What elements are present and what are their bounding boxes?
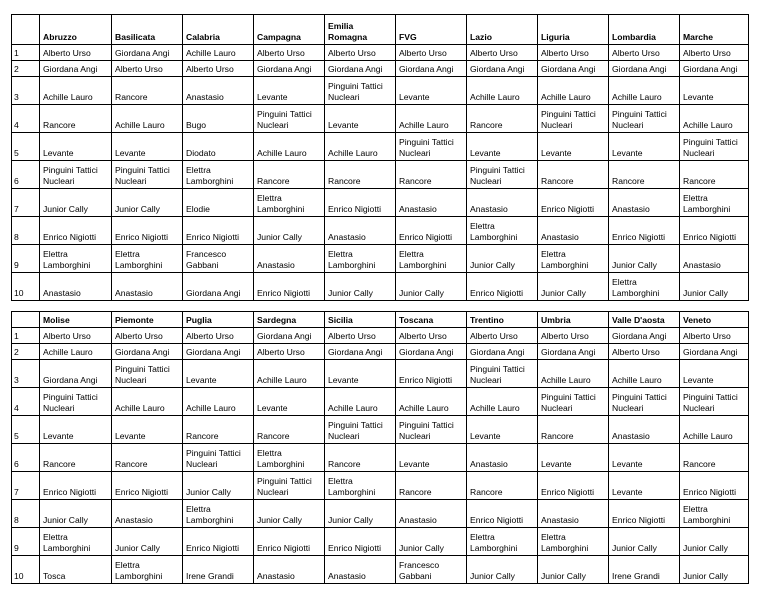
artist-cell: Pinguini Tattici Nucleari — [680, 133, 749, 161]
header-rank — [12, 15, 40, 45]
artist-cell: Levante — [40, 133, 112, 161]
artist-cell: Junior Cally — [40, 500, 112, 528]
rank-cell: 10 — [12, 556, 40, 584]
table-row — [12, 161, 749, 189]
artist-cell: Elettra Lamborghini — [254, 189, 325, 217]
artist-cell: Rancore — [396, 472, 467, 500]
header-abruzzo: Abruzzo — [40, 15, 112, 45]
artist-cell: Alberto Urso — [40, 328, 112, 344]
header-emilia-romagna: Emilia Romagna — [325, 15, 396, 45]
table-row — [12, 245, 749, 273]
artist-cell: Levante — [680, 77, 749, 105]
artist-cell: Rancore — [467, 472, 538, 500]
table-row — [12, 344, 749, 360]
artist-cell: Anastasio — [325, 556, 396, 584]
artist-cell: Junior Cally — [680, 273, 749, 301]
rank-cell: 3 — [12, 360, 40, 388]
artist-cell: Junior Cally — [396, 273, 467, 301]
artist-cell: Levante — [538, 133, 609, 161]
artist-cell: Elettra Lamborghini — [183, 500, 254, 528]
artist-cell: Rancore — [112, 77, 183, 105]
artist-cell: Francesco Gabbani — [396, 556, 467, 584]
table-row — [12, 45, 749, 61]
table-row — [12, 556, 749, 584]
artist-cell: Levante — [396, 77, 467, 105]
artist-cell: Junior Cally — [112, 528, 183, 556]
artist-cell: Pinguini Tattici Nucleari — [183, 444, 254, 472]
artist-cell: Alberto Urso — [538, 328, 609, 344]
artist-cell: Junior Cally — [609, 245, 680, 273]
header-lazio: Lazio — [467, 15, 538, 45]
artist-cell: Anastasio — [467, 189, 538, 217]
artist-cell: Giordana Angi — [467, 61, 538, 77]
artist-cell: Achille Lauro — [609, 360, 680, 388]
artist-cell: Levante — [680, 360, 749, 388]
artist-cell: Alberto Urso — [396, 328, 467, 344]
artist-cell: Anastasio — [396, 500, 467, 528]
artist-cell: Levante — [40, 416, 112, 444]
artist-cell: Giordana Angi — [680, 344, 749, 360]
artist-cell: Elettra Lamborghini — [467, 217, 538, 245]
rank-cell: 3 — [12, 77, 40, 105]
artist-cell: Pinguini Tattici Nucleari — [254, 105, 325, 133]
artist-cell: Rancore — [40, 444, 112, 472]
table-row — [12, 360, 749, 388]
artist-cell: Achille Lauro — [467, 388, 538, 416]
artist-cell: Rancore — [538, 416, 609, 444]
artist-cell: Junior Cally — [183, 472, 254, 500]
artist-cell: Anastasio — [254, 245, 325, 273]
artist-cell: Pinguini Tattici Nucleari — [396, 133, 467, 161]
header-campagna: Campagna — [254, 15, 325, 45]
artist-cell: Enrico Nigiotti — [325, 189, 396, 217]
artist-cell: Alberto Urso — [112, 61, 183, 77]
artist-cell: Anastasio — [396, 189, 467, 217]
artist-cell: Alberto Urso — [680, 45, 749, 61]
artist-cell: Junior Cally — [325, 500, 396, 528]
artist-cell: Giordana Angi — [40, 360, 112, 388]
rank-cell: 5 — [12, 416, 40, 444]
rank-cell: 9 — [12, 528, 40, 556]
artist-cell: Achille Lauro — [183, 388, 254, 416]
artist-cell: Achille Lauro — [325, 388, 396, 416]
artist-cell: Levante — [396, 444, 467, 472]
rank-cell: 1 — [12, 45, 40, 61]
artist-cell: Rancore — [112, 444, 183, 472]
artist-cell: Alberto Urso — [183, 328, 254, 344]
rank-cell: 2 — [12, 344, 40, 360]
rank-cell: 9 — [12, 245, 40, 273]
artist-cell: Elettra Lamborghini — [538, 528, 609, 556]
rank-cell: 7 — [12, 189, 40, 217]
artist-cell: Giordana Angi — [538, 344, 609, 360]
artist-cell: Enrico Nigiotti — [680, 472, 749, 500]
artist-cell: Junior Cally — [538, 556, 609, 584]
artist-cell: Giordana Angi — [183, 344, 254, 360]
artist-cell: Rancore — [609, 161, 680, 189]
artist-cell: Pinguini Tattici Nucleari — [325, 416, 396, 444]
artist-cell: Alberto Urso — [609, 45, 680, 61]
artist-cell: Enrico Nigiotti — [254, 273, 325, 301]
artist-cell: Giordana Angi — [112, 45, 183, 61]
artist-cell: Enrico Nigiotti — [538, 189, 609, 217]
artist-cell: Achille Lauro — [40, 77, 112, 105]
artist-cell: Irene Grandi — [609, 556, 680, 584]
artist-cell: Pinguini Tattici Nucleari — [112, 360, 183, 388]
artist-cell: Giordana Angi — [467, 344, 538, 360]
table-row — [12, 328, 749, 344]
artist-cell: Elodie — [183, 189, 254, 217]
artist-cell: Alberto Urso — [325, 45, 396, 61]
ranking-table-bottom — [11, 311, 749, 584]
rank-cell: 8 — [12, 217, 40, 245]
artist-cell: Giordana Angi — [609, 328, 680, 344]
artist-cell: Enrico Nigiotti — [609, 500, 680, 528]
artist-cell: Alberto Urso — [40, 45, 112, 61]
artist-cell: Enrico Nigiotti — [396, 217, 467, 245]
rank-cell: 2 — [12, 61, 40, 77]
artist-cell: Elettra Lamborghini — [680, 189, 749, 217]
artist-cell: Alberto Urso — [396, 45, 467, 61]
table-row — [12, 500, 749, 528]
artist-cell: Achille Lauro — [467, 77, 538, 105]
header-piemonte: Piemonte — [112, 312, 183, 328]
artist-cell: Enrico Nigiotti — [325, 528, 396, 556]
artist-cell: Achille Lauro — [680, 416, 749, 444]
header-umbria: Umbria — [538, 312, 609, 328]
rank-cell: 6 — [12, 161, 40, 189]
artist-cell: Giordana Angi — [325, 344, 396, 360]
artist-cell: Levante — [609, 133, 680, 161]
artist-cell: Rancore — [40, 105, 112, 133]
artist-cell: Junior Cally — [538, 273, 609, 301]
artist-cell: Elettra Lamborghini — [40, 245, 112, 273]
artist-cell: Anastasio — [467, 444, 538, 472]
artist-cell: Levante — [467, 416, 538, 444]
table-row — [12, 416, 749, 444]
artist-cell: Giordana Angi — [112, 344, 183, 360]
artist-cell: Giordana Angi — [538, 61, 609, 77]
artist-cell: Giordana Angi — [254, 61, 325, 77]
artist-cell: Junior Cally — [40, 189, 112, 217]
header-toscana: Toscana — [396, 312, 467, 328]
artist-cell: Pinguini Tattici Nucleari — [538, 105, 609, 133]
artist-cell: Anastasio — [183, 77, 254, 105]
table-row — [12, 217, 749, 245]
artist-cell: Giordana Angi — [680, 61, 749, 77]
artist-cell: Junior Cally — [467, 556, 538, 584]
artist-cell: Achille Lauro — [538, 77, 609, 105]
artist-cell: Levante — [183, 360, 254, 388]
artist-cell: Junior Cally — [254, 500, 325, 528]
artist-cell: Giordana Angi — [325, 61, 396, 77]
rank-cell: 5 — [12, 133, 40, 161]
artist-cell: Elettra Lamborghini — [112, 245, 183, 273]
artist-cell: Pinguini Tattici Nucleari — [112, 161, 183, 189]
table-row — [12, 444, 749, 472]
rank-cell: 8 — [12, 500, 40, 528]
header-valle-d-aosta: Valle D'aosta — [609, 312, 680, 328]
artist-cell: Junior Cally — [680, 528, 749, 556]
artist-cell: Junior Cally — [112, 189, 183, 217]
artist-cell: Junior Cally — [396, 528, 467, 556]
artist-cell: Achille Lauro — [112, 105, 183, 133]
artist-cell: Junior Cally — [254, 217, 325, 245]
artist-cell: Enrico Nigiotti — [183, 217, 254, 245]
artist-cell: Alberto Urso — [112, 328, 183, 344]
artist-cell: Achille Lauro — [680, 105, 749, 133]
artist-cell: Anastasio — [40, 273, 112, 301]
artist-cell: Achille Lauro — [325, 133, 396, 161]
artist-cell: Anastasio — [254, 556, 325, 584]
artist-cell: Elettra Lamborghini — [112, 556, 183, 584]
artist-cell: Diodato — [183, 133, 254, 161]
artist-cell: Enrico Nigiotti — [538, 472, 609, 500]
artist-cell: Pinguini Tattici Nucleari — [254, 472, 325, 500]
artist-cell: Levante — [254, 77, 325, 105]
header-rank — [12, 312, 40, 328]
header-row — [12, 15, 749, 45]
artist-cell: Pinguini Tattici Nucleari — [40, 161, 112, 189]
artist-cell: Anastasio — [112, 500, 183, 528]
rank-cell: 6 — [12, 444, 40, 472]
header-sicilia: Sicilia — [325, 312, 396, 328]
artist-cell: Anastasio — [112, 273, 183, 301]
header-veneto: Veneto — [680, 312, 749, 328]
artist-cell: Rancore — [325, 444, 396, 472]
artist-cell: Alberto Urso — [609, 344, 680, 360]
artist-cell: Enrico Nigiotti — [183, 528, 254, 556]
artist-cell: Giordana Angi — [183, 273, 254, 301]
artist-cell: Anastasio — [538, 217, 609, 245]
artist-cell: Alberto Urso — [467, 45, 538, 61]
header-lombardia: Lombardia — [609, 15, 680, 45]
artist-cell: Alberto Urso — [183, 61, 254, 77]
artist-cell: Elettra Lamborghini — [325, 472, 396, 500]
artist-cell: Achille Lauro — [254, 133, 325, 161]
table-row — [12, 273, 749, 301]
header-molise: Molise — [40, 312, 112, 328]
artist-cell: Enrico Nigiotti — [467, 500, 538, 528]
header-trentino: Trentino — [467, 312, 538, 328]
artist-cell: Pinguini Tattici Nucleari — [538, 388, 609, 416]
artist-cell: Elettra Lamborghini — [40, 528, 112, 556]
artist-cell: Levante — [538, 444, 609, 472]
artist-cell: Pinguini Tattici Nucleari — [325, 77, 396, 105]
artist-cell: Anastasio — [609, 416, 680, 444]
artist-cell: Levante — [609, 444, 680, 472]
artist-cell: Enrico Nigiotti — [467, 273, 538, 301]
table-row — [12, 472, 749, 500]
artist-cell: Elettra Lamborghini — [325, 245, 396, 273]
artist-cell: Elettra Lamborghini — [254, 444, 325, 472]
artist-cell: Pinguini Tattici Nucleari — [40, 388, 112, 416]
ranking-table-top — [11, 14, 749, 301]
artist-cell: Pinguini Tattici Nucleari — [467, 161, 538, 189]
artist-cell: Achille Lauro — [40, 344, 112, 360]
artist-cell: Giordana Angi — [396, 61, 467, 77]
rank-cell: 7 — [12, 472, 40, 500]
artist-cell: Elettra Lamborghini — [609, 273, 680, 301]
artist-cell: Elettra Lamborghini — [183, 161, 254, 189]
table-row — [12, 133, 749, 161]
artist-cell: Giordana Angi — [396, 344, 467, 360]
artist-cell: Elettra Lamborghini — [467, 528, 538, 556]
artist-cell: Achille Lauro — [396, 105, 467, 133]
header-marche: Marche — [680, 15, 749, 45]
header-fvg: FVG — [396, 15, 467, 45]
artist-cell: Anastasio — [538, 500, 609, 528]
artist-cell: Enrico Nigiotti — [40, 217, 112, 245]
table-row — [12, 388, 749, 416]
header-calabria: Calabria — [183, 15, 254, 45]
artist-cell: Rancore — [254, 161, 325, 189]
artist-cell: Giordana Angi — [609, 61, 680, 77]
artist-cell: Bugo — [183, 105, 254, 133]
artist-cell: Alberto Urso — [538, 45, 609, 61]
table-row — [12, 61, 749, 77]
artist-cell: Levante — [325, 105, 396, 133]
artist-cell: Achille Lauro — [254, 360, 325, 388]
artist-cell: Enrico Nigiotti — [112, 217, 183, 245]
header-basilicata: Basilicata — [112, 15, 183, 45]
artist-cell: Anastasio — [325, 217, 396, 245]
artist-cell: Junior Cally — [609, 528, 680, 556]
artist-cell: Pinguini Tattici Nucleari — [680, 388, 749, 416]
artist-cell: Levante — [254, 388, 325, 416]
artist-cell: Tosca — [40, 556, 112, 584]
artist-cell: Rancore — [254, 416, 325, 444]
artist-cell: Alberto Urso — [254, 344, 325, 360]
artist-cell: Rancore — [680, 161, 749, 189]
artist-cell: Elettra Lamborghini — [396, 245, 467, 273]
artist-cell: Achille Lauro — [112, 388, 183, 416]
artist-cell: Enrico Nigiotti — [112, 472, 183, 500]
header-sardegna: Sardegna — [254, 312, 325, 328]
artist-cell: Levante — [609, 472, 680, 500]
artist-cell: Achille Lauro — [396, 388, 467, 416]
artist-cell: Rancore — [467, 105, 538, 133]
artist-cell: Giordana Angi — [254, 328, 325, 344]
artist-cell: Pinguini Tattici Nucleari — [396, 416, 467, 444]
artist-cell: Enrico Nigiotti — [254, 528, 325, 556]
artist-cell: Alberto Urso — [254, 45, 325, 61]
artist-cell: Alberto Urso — [325, 328, 396, 344]
artist-cell: Pinguini Tattici Nucleari — [609, 105, 680, 133]
artist-cell: Enrico Nigiotti — [40, 472, 112, 500]
artist-cell: Rancore — [183, 416, 254, 444]
artist-cell: Junior Cally — [325, 273, 396, 301]
artist-cell: Alberto Urso — [467, 328, 538, 344]
artist-cell: Irene Grandi — [183, 556, 254, 584]
artist-cell: Enrico Nigiotti — [609, 217, 680, 245]
table-row — [12, 77, 749, 105]
artist-cell: Achille Lauro — [183, 45, 254, 61]
artist-cell: Achille Lauro — [538, 360, 609, 388]
header-puglia: Puglia — [183, 312, 254, 328]
artist-cell: Achille Lauro — [609, 77, 680, 105]
artist-cell: Rancore — [538, 161, 609, 189]
rank-cell: 4 — [12, 388, 40, 416]
artist-cell: Junior Cally — [680, 556, 749, 584]
artist-cell: Elettra Lamborghini — [680, 500, 749, 528]
artist-cell: Pinguini Tattici Nucleari — [467, 360, 538, 388]
artist-cell: Levante — [112, 416, 183, 444]
artist-cell: Rancore — [680, 444, 749, 472]
header-row — [12, 312, 749, 328]
artist-cell: Rancore — [396, 161, 467, 189]
artist-cell: Levante — [112, 133, 183, 161]
artist-cell: Enrico Nigiotti — [396, 360, 467, 388]
artist-cell: Rancore — [325, 161, 396, 189]
header-liguria: Liguria — [538, 15, 609, 45]
artist-cell: Elettra Lamborghini — [538, 245, 609, 273]
artist-cell: Anastasio — [680, 245, 749, 273]
table-row — [12, 528, 749, 556]
artist-cell: Alberto Urso — [680, 328, 749, 344]
artist-cell: Pinguini Tattici Nucleari — [609, 388, 680, 416]
rank-cell: 4 — [12, 105, 40, 133]
artist-cell: Levante — [467, 133, 538, 161]
rank-cell: 1 — [12, 328, 40, 344]
artist-cell: Giordana Angi — [40, 61, 112, 77]
artist-cell: Enrico Nigiotti — [680, 217, 749, 245]
artist-cell: Levante — [325, 360, 396, 388]
table-row — [12, 189, 749, 217]
rank-cell: 10 — [12, 273, 40, 301]
table-row — [12, 105, 749, 133]
artist-cell: Junior Cally — [467, 245, 538, 273]
artist-cell: Francesco Gabbani — [183, 245, 254, 273]
artist-cell: Anastasio — [609, 189, 680, 217]
